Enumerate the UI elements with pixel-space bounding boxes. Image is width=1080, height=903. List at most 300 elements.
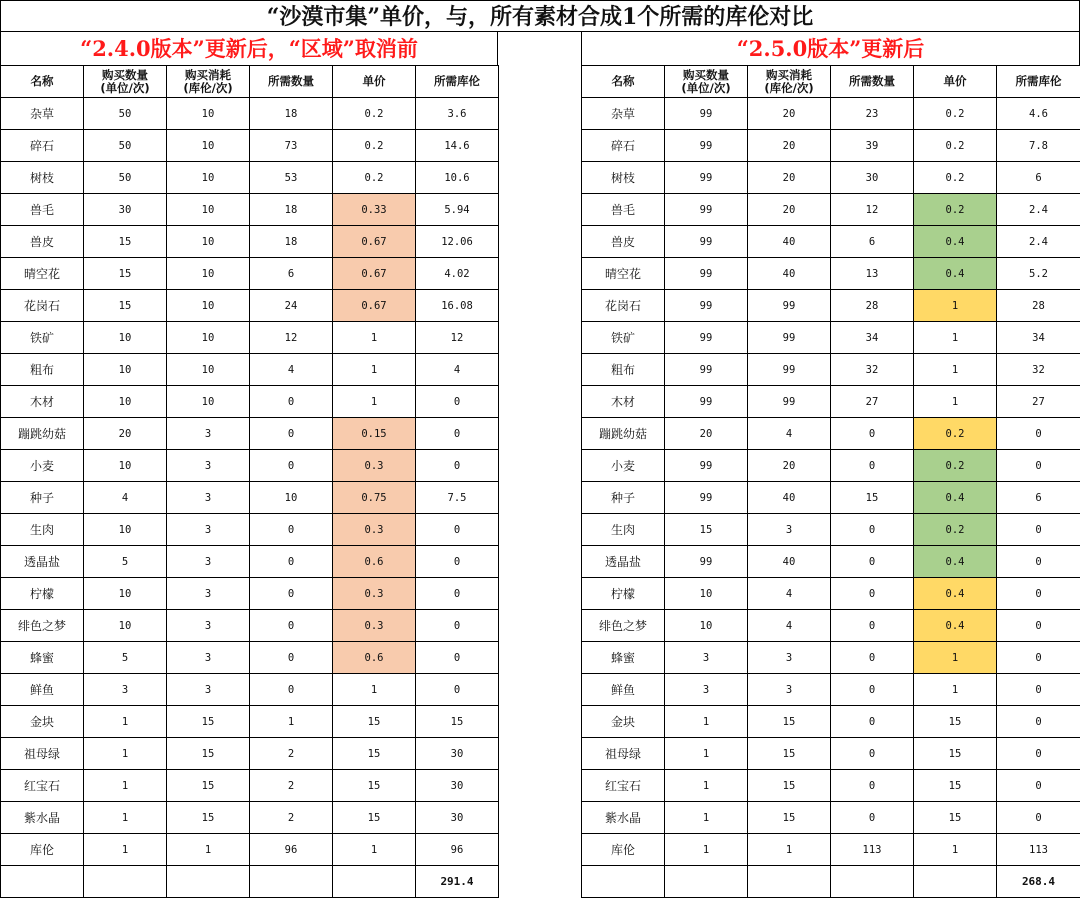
cell-price: 0.2 [914, 194, 997, 226]
cell-price: 0.6 [333, 642, 416, 674]
cell-qty: 99 [665, 130, 748, 162]
cell-name: 碎石 [582, 130, 665, 162]
cell-name: 绯色之梦 [582, 610, 665, 642]
cell-price: 0.3 [333, 514, 416, 546]
cell-price: 0.4 [914, 226, 997, 258]
cell-total: 15 [416, 706, 499, 738]
cell-total: 27 [997, 386, 1080, 418]
cell-qty: 1 [84, 706, 167, 738]
cell-price: 0.2 [333, 98, 416, 130]
cell-cost: 4 [748, 610, 831, 642]
cell-total: 5.94 [416, 194, 499, 226]
table-row [1, 322, 499, 354]
table-row [1, 514, 499, 546]
header-total: 所需库伦 [416, 66, 499, 98]
header-need: 所需数量 [250, 66, 333, 98]
cell-total: 6 [997, 482, 1080, 514]
cell-price: 15 [333, 706, 416, 738]
table-row [1, 546, 499, 578]
cell-need: 73 [250, 130, 333, 162]
table-row [1, 354, 499, 386]
cell-need: 0 [250, 386, 333, 418]
cell-cost: 3 [167, 610, 250, 642]
cell-price: 15 [914, 770, 997, 802]
cell-cost: 40 [748, 226, 831, 258]
cell-price: 0.3 [333, 578, 416, 610]
cell-qty: 20 [665, 418, 748, 450]
cell-cost: 3 [748, 642, 831, 674]
cell-qty: 10 [665, 610, 748, 642]
cell-qty: 4 [84, 482, 167, 514]
cell-need: 1 [250, 706, 333, 738]
table-row [1, 194, 499, 226]
table-row [582, 674, 1080, 706]
cell-total: 16.08 [416, 290, 499, 322]
cell-cost: 4 [748, 578, 831, 610]
table-row [1, 706, 499, 738]
cell-cost: 10 [167, 290, 250, 322]
cell-need: 0 [831, 674, 914, 706]
cell-cost: 99 [748, 354, 831, 386]
cell-need: 12 [831, 194, 914, 226]
cell-price: 0.2 [914, 418, 997, 450]
cell-cost: 99 [748, 322, 831, 354]
header-need: 所需数量 [831, 66, 914, 98]
cell-cost: 20 [748, 450, 831, 482]
table-row [1, 610, 499, 642]
cell-price: 1 [914, 674, 997, 706]
cell-cost: 15 [748, 802, 831, 834]
table-row [1, 162, 499, 194]
cell-need: 2 [250, 738, 333, 770]
cell-qty: 99 [665, 482, 748, 514]
cell-need: 6 [250, 258, 333, 290]
cell-total: 0 [416, 546, 499, 578]
cell-total: 14.6 [416, 130, 499, 162]
cell-qty: 50 [84, 130, 167, 162]
table-row [582, 354, 1080, 386]
cell-name: 透晶盐 [582, 546, 665, 578]
cell-qty: 1 [84, 770, 167, 802]
cell-cost: 3 [167, 482, 250, 514]
cell-need: 30 [831, 162, 914, 194]
table-header-row [1, 66, 499, 98]
cell-need: 0 [250, 546, 333, 578]
cell-price: 1 [333, 354, 416, 386]
cell-cost: 1 [748, 834, 831, 866]
table-header-row [582, 66, 1080, 98]
cell-qty: 99 [665, 98, 748, 130]
cell-need: 0 [831, 802, 914, 834]
cell-cost: 3 [167, 546, 250, 578]
cell-name: 柠檬 [582, 578, 665, 610]
cell-need: 2 [250, 770, 333, 802]
cell-name: 库伦 [1, 834, 84, 866]
cell-price: 0.2 [914, 450, 997, 482]
cell-qty: 15 [84, 258, 167, 290]
cell-price: 0.2 [914, 130, 997, 162]
cell-name: 金块 [1, 706, 84, 738]
cell-total: 0 [997, 418, 1080, 450]
cell-price: 1 [333, 674, 416, 706]
cell-need: 0 [831, 514, 914, 546]
cell-price: 0.2 [914, 98, 997, 130]
cell-price: 0.2 [333, 130, 416, 162]
cell-price: 15 [333, 770, 416, 802]
cell-cost: 3 [167, 674, 250, 706]
cell-qty: 10 [84, 514, 167, 546]
cell-total: 0 [416, 418, 499, 450]
table-row [1, 834, 499, 866]
cell-name: 透晶盐 [1, 546, 84, 578]
cell-cost: 3 [748, 674, 831, 706]
cell-cost: 15 [167, 738, 250, 770]
cell-empty [748, 866, 831, 898]
cell-empty [333, 866, 416, 898]
cell-cost: 15 [167, 770, 250, 802]
cell-price: 1 [914, 322, 997, 354]
cell-total: 0 [997, 546, 1080, 578]
cell-name: 粗布 [582, 354, 665, 386]
cell-cost: 3 [167, 514, 250, 546]
cell-cost: 1 [167, 834, 250, 866]
cell-price: 1 [333, 834, 416, 866]
cell-price: 0.4 [914, 258, 997, 290]
cell-total: 0 [997, 674, 1080, 706]
cell-total: 0 [997, 706, 1080, 738]
cell-total: 0 [997, 450, 1080, 482]
cell-qty: 99 [665, 226, 748, 258]
cell-total: 7.5 [416, 482, 499, 514]
cell-need: 0 [831, 610, 914, 642]
cell-need: 15 [831, 482, 914, 514]
cell-qty: 99 [665, 258, 748, 290]
cell-name: 小麦 [1, 450, 84, 482]
cell-name: 晴空花 [1, 258, 84, 290]
table-row [582, 706, 1080, 738]
cell-need: 0 [831, 418, 914, 450]
cell-need: 0 [831, 738, 914, 770]
cell-cost: 10 [167, 258, 250, 290]
cell-need: 0 [831, 770, 914, 802]
cell-total: 4.6 [997, 98, 1080, 130]
cell-price: 0.4 [914, 546, 997, 578]
cell-need: 113 [831, 834, 914, 866]
header-name: 名称 [582, 66, 665, 98]
cell-price: 1 [333, 386, 416, 418]
cell-total: 0 [997, 514, 1080, 546]
cell-name: 紫水晶 [1, 802, 84, 834]
cell-name: 生肉 [1, 514, 84, 546]
cell-cost: 3 [167, 418, 250, 450]
cell-name: 祖母绿 [582, 738, 665, 770]
cell-qty: 99 [665, 450, 748, 482]
cell-need: 0 [831, 578, 914, 610]
cell-qty: 99 [665, 194, 748, 226]
cell-empty [914, 866, 997, 898]
cell-total: 0 [997, 770, 1080, 802]
cell-price: 0.2 [914, 162, 997, 194]
cell-name: 粗布 [1, 354, 84, 386]
table-row [582, 226, 1080, 258]
cell-total: 96 [416, 834, 499, 866]
cell-name: 生肉 [582, 514, 665, 546]
cell-name: 蜂蜜 [582, 642, 665, 674]
cell-empty [167, 866, 250, 898]
cell-need: 0 [831, 642, 914, 674]
cell-total: 30 [416, 770, 499, 802]
table-row [1, 802, 499, 834]
cell-qty: 99 [665, 322, 748, 354]
header-cost: 购买消耗 (库伦/次) [748, 66, 831, 98]
cell-name: 绯色之梦 [1, 610, 84, 642]
cell-qty: 1 [665, 834, 748, 866]
cell-cost: 10 [167, 354, 250, 386]
cell-price: 0.33 [333, 194, 416, 226]
cell-name: 红宝石 [1, 770, 84, 802]
cell-price: 0.4 [914, 610, 997, 642]
cell-name: 祖母绿 [1, 738, 84, 770]
cell-name: 木材 [1, 386, 84, 418]
table-row [582, 834, 1080, 866]
cell-price: 0.67 [333, 290, 416, 322]
cell-price: 1 [914, 290, 997, 322]
cell-total: 113 [997, 834, 1080, 866]
cell-qty: 3 [665, 642, 748, 674]
cell-name: 蜂蜜 [1, 642, 84, 674]
cell-name: 种子 [582, 482, 665, 514]
cell-qty: 99 [665, 546, 748, 578]
cell-name: 兽毛 [582, 194, 665, 226]
cell-qty: 30 [84, 194, 167, 226]
cell-total: 0 [416, 610, 499, 642]
cell-need: 0 [250, 514, 333, 546]
cell-total: 0 [416, 642, 499, 674]
table-row [1, 578, 499, 610]
cell-qty: 15 [665, 514, 748, 546]
cell-cost: 20 [748, 162, 831, 194]
header-total: 所需库伦 [997, 66, 1080, 98]
table-row [1, 482, 499, 514]
cell-need: 39 [831, 130, 914, 162]
cell-total: 12 [416, 322, 499, 354]
cell-qty: 1 [84, 802, 167, 834]
cell-need: 12 [250, 322, 333, 354]
cell-name: 花岗石 [582, 290, 665, 322]
cell-total: 4 [416, 354, 499, 386]
cell-need: 53 [250, 162, 333, 194]
cell-qty: 10 [84, 450, 167, 482]
cell-price: 0.15 [333, 418, 416, 450]
cell-cost: 3 [167, 642, 250, 674]
header-cost: 购买消耗 (库伦/次) [167, 66, 250, 98]
cell-need: 24 [250, 290, 333, 322]
cell-qty: 1 [84, 834, 167, 866]
cell-total: 0 [416, 386, 499, 418]
cell-cost: 40 [748, 546, 831, 578]
cell-qty: 99 [665, 354, 748, 386]
cell-need: 34 [831, 322, 914, 354]
cell-price: 15 [333, 802, 416, 834]
cell-qty: 10 [84, 610, 167, 642]
cell-need: 0 [250, 674, 333, 706]
cell-price: 0.2 [914, 514, 997, 546]
cell-cost: 15 [748, 738, 831, 770]
table-row [582, 802, 1080, 834]
cell-qty: 99 [665, 290, 748, 322]
table-row [1, 130, 499, 162]
table-row [582, 738, 1080, 770]
cell-cost: 15 [167, 802, 250, 834]
cell-name: 种子 [1, 482, 84, 514]
cell-total: 30 [416, 738, 499, 770]
cell-total: 7.8 [997, 130, 1080, 162]
cell-empty [84, 866, 167, 898]
table-row [582, 418, 1080, 450]
sheet-title: “沙漠市集”单价，与，所有素材合成1个所需的库伦对比 [0, 0, 1080, 32]
table-row [582, 98, 1080, 130]
cell-sum-total: 268.4 [997, 866, 1080, 898]
table-row [582, 610, 1080, 642]
cell-name: 碎石 [1, 130, 84, 162]
table-row [1, 770, 499, 802]
cell-total: 0 [416, 674, 499, 706]
cell-empty [831, 866, 914, 898]
cell-price: 1 [914, 386, 997, 418]
cell-cost: 10 [167, 386, 250, 418]
table-row [582, 642, 1080, 674]
cell-name: 蹦跳幼菇 [1, 418, 84, 450]
table-row [1, 226, 499, 258]
cell-qty: 10 [84, 386, 167, 418]
cell-total: 4.02 [416, 258, 499, 290]
table-row [582, 322, 1080, 354]
cell-total: 5.2 [997, 258, 1080, 290]
header-name: 名称 [1, 66, 84, 98]
cell-need: 0 [831, 706, 914, 738]
cell-qty: 10 [84, 354, 167, 386]
cell-name: 紫水晶 [582, 802, 665, 834]
cell-need: 18 [250, 194, 333, 226]
table-row [582, 450, 1080, 482]
cell-cost: 15 [748, 706, 831, 738]
cell-name: 库伦 [582, 834, 665, 866]
cell-qty: 10 [84, 322, 167, 354]
cell-cost: 20 [748, 194, 831, 226]
cell-need: 27 [831, 386, 914, 418]
table-row [582, 130, 1080, 162]
cell-name: 杂草 [582, 98, 665, 130]
table-row [582, 258, 1080, 290]
cell-total: 12.06 [416, 226, 499, 258]
cell-qty: 1 [665, 770, 748, 802]
cell-qty: 20 [84, 418, 167, 450]
cell-qty: 99 [665, 162, 748, 194]
table-row [582, 770, 1080, 802]
cell-need: 0 [250, 578, 333, 610]
cell-price: 0.3 [333, 450, 416, 482]
cell-name: 鲜鱼 [582, 674, 665, 706]
cell-price: 1 [914, 834, 997, 866]
cell-sum-total: 291.4 [416, 866, 499, 898]
cell-total: 2.4 [997, 226, 1080, 258]
cell-need: 0 [250, 450, 333, 482]
cell-total: 28 [997, 290, 1080, 322]
cell-qty: 15 [84, 290, 167, 322]
cell-name: 小麦 [582, 450, 665, 482]
cell-price: 0.6 [333, 546, 416, 578]
cell-need: 32 [831, 354, 914, 386]
cell-name: 红宝石 [582, 770, 665, 802]
cell-cost: 10 [167, 322, 250, 354]
table-row [1, 450, 499, 482]
cell-qty: 1 [665, 706, 748, 738]
header-qty: 购买数量 (单位/次) [665, 66, 748, 98]
cell-name: 鲜鱼 [1, 674, 84, 706]
cell-cost: 10 [167, 98, 250, 130]
cell-name: 铁矿 [582, 322, 665, 354]
cell-qty: 3 [84, 674, 167, 706]
cell-price: 15 [914, 706, 997, 738]
cell-need: 0 [250, 642, 333, 674]
table-row [1, 386, 499, 418]
cell-total: 32 [997, 354, 1080, 386]
cell-qty: 1 [665, 802, 748, 834]
cell-qty: 10 [84, 578, 167, 610]
cell-price: 1 [333, 322, 416, 354]
table-row [582, 194, 1080, 226]
cell-price: 1 [914, 354, 997, 386]
table-row [582, 546, 1080, 578]
cell-qty: 5 [84, 546, 167, 578]
header-price: 单价 [914, 66, 997, 98]
cell-cost: 15 [167, 706, 250, 738]
table-row [1, 674, 499, 706]
cell-total: 2.4 [997, 194, 1080, 226]
cell-name: 兽皮 [1, 226, 84, 258]
cell-price: 0.3 [333, 610, 416, 642]
cell-price: 0.75 [333, 482, 416, 514]
cell-total: 0 [416, 514, 499, 546]
left-subtitle: “2.4.0版本”更新后，“区域”取消前 [0, 32, 498, 65]
cell-qty: 1 [84, 738, 167, 770]
right-price-table [581, 65, 1080, 898]
cell-name: 金块 [582, 706, 665, 738]
cell-name: 树枝 [582, 162, 665, 194]
cell-qty: 15 [84, 226, 167, 258]
cell-need: 0 [250, 610, 333, 642]
table-row [1, 98, 499, 130]
table-row [1, 738, 499, 770]
cell-cost: 4 [748, 418, 831, 450]
cell-name: 杂草 [1, 98, 84, 130]
cell-total: 34 [997, 322, 1080, 354]
cell-cost: 40 [748, 482, 831, 514]
cell-name: 铁矿 [1, 322, 84, 354]
table-row [582, 514, 1080, 546]
cell-qty: 1 [665, 738, 748, 770]
cell-price: 15 [333, 738, 416, 770]
cell-price: 15 [914, 738, 997, 770]
table-row [582, 386, 1080, 418]
cell-qty: 3 [665, 674, 748, 706]
cell-empty [1, 866, 84, 898]
cell-need: 96 [250, 834, 333, 866]
table-row [1, 258, 499, 290]
cell-price: 0.4 [914, 482, 997, 514]
cell-total: 3.6 [416, 98, 499, 130]
cell-total: 0 [997, 738, 1080, 770]
